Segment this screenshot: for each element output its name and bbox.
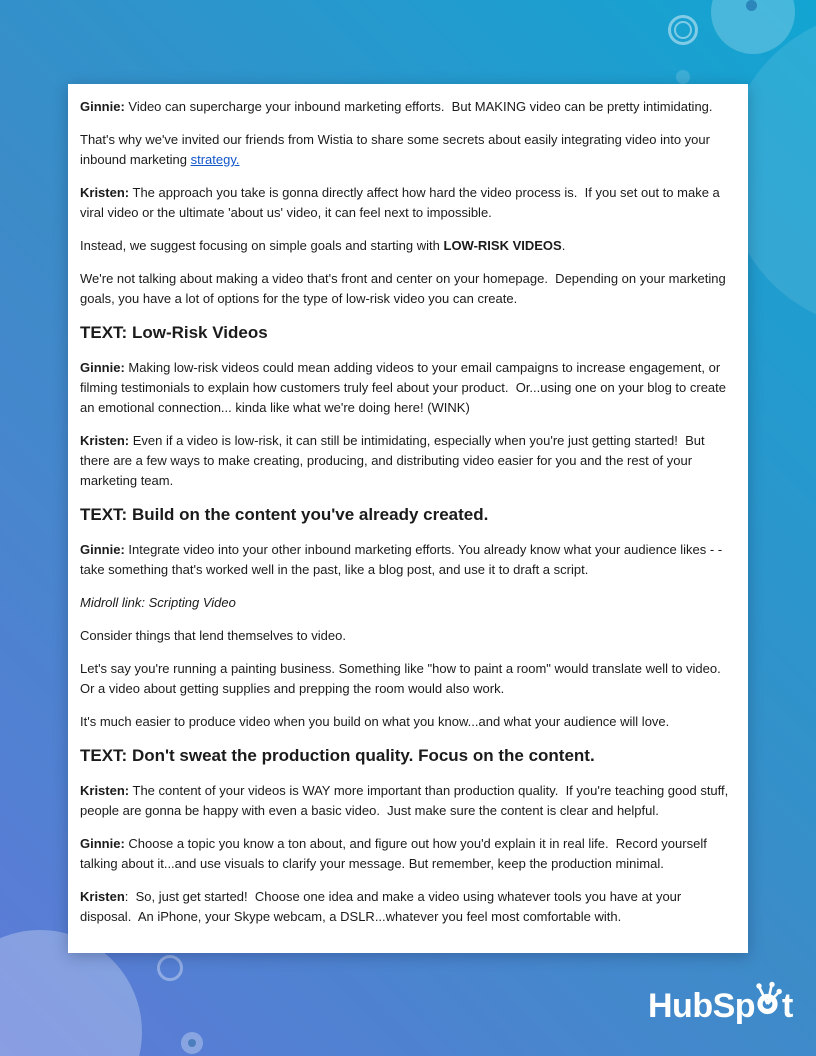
paragraph [80, 183, 736, 223]
paragraph [80, 431, 736, 491]
text-run: The content of your videos is WAY more important than production quality. If you're teaching good stuff, people are gonna be happy with even a basic video. Just make sure the content is clear and helpful. [80, 783, 732, 818]
text-run: Integrate video into your other inbound marketing efforts. You already know what your audience likes - - take something that's worked well in the past, like a blog post, and use it to draft a script. [80, 542, 726, 577]
text-run: Video can supercharge your inbound marketing efforts. But MAKING video can be pretty intimidating. [124, 99, 713, 114]
hubspot-logo [648, 980, 793, 1024]
paragraph [80, 269, 736, 309]
text-run: It's much easier to produce video when you build on what you know...and what your audience will love. [80, 714, 670, 729]
paragraph [80, 130, 736, 170]
speaker-name: Ginnie: [80, 542, 125, 557]
hubspot-sprocket-icon [755, 980, 782, 1023]
paragraph [80, 781, 736, 821]
paragraph [80, 358, 736, 418]
speaker-name: LOW-RISK VIDEOS [443, 238, 562, 253]
decor-ring-bottom [157, 955, 183, 981]
speaker-name: Ginnie: [80, 360, 125, 375]
text-run: That's why we've invited our friends from Wistia to share some secrets about easily integrating video into your inbound marketing [80, 132, 714, 167]
text-run: Making low-risk videos could mean adding videos to your email campaigns to increase engagement, or filming testimonials to explain how customers truly feel about your product. Or...using one on your blog to create an emotional connection... kinda like what we're doing here! (WINK) [80, 360, 730, 415]
paragraph [80, 834, 736, 874]
speaker-name: Kristen: [80, 185, 130, 200]
speaker-name: Kristen [80, 889, 125, 904]
text-run: Consider things that lend themselves to video. [80, 628, 346, 643]
text-run: Even if a video is low-risk, it can still be intimidating, especially when you're just getting started! But there are a few ways to make creating, producing, and distributing video easier for you and the rest of your marketing team. [80, 433, 709, 488]
strategy-link[interactable]: strategy. [190, 152, 240, 167]
paragraph [80, 540, 736, 580]
decor-small-circle-top [676, 70, 690, 84]
paragraph [80, 236, 736, 256]
text-run: . [561, 238, 566, 253]
text-run: Instead, we suggest focusing on simple goals and starting with [80, 238, 444, 253]
decor-dot-bottom [188, 1039, 196, 1047]
paragraph [80, 593, 736, 613]
paragraph [80, 659, 736, 699]
section-heading [80, 745, 736, 767]
paragraph [80, 97, 736, 117]
paragraph [80, 712, 736, 732]
text-run: The approach you take is gonna directly affect how hard the video process is. If you set out to make a viral video or the ultimate 'about us' video, it can feel next to impossible. [80, 185, 724, 220]
speaker-name: Kristen: [80, 433, 130, 448]
script-content [80, 97, 736, 927]
logo-text-pre: HubSp [648, 987, 756, 1025]
speaker-name: Ginnie: [80, 836, 125, 851]
speaker-name: Ginnie: [80, 99, 125, 114]
text-run: TEXT: Low-Risk Videos [80, 323, 268, 342]
logo-text-post: t [782, 987, 793, 1025]
decor-ring-top-inner [674, 21, 692, 39]
section-heading [80, 504, 736, 526]
text-run: TEXT: Build on the content you've already created. [80, 505, 489, 524]
decor-dot-top-right [746, 0, 757, 11]
text-run: : So, just get started! Choose one idea and make a video using whatever tools you have at your disposal. An iPhone, your Skype webcam, a DSLR...whatever you feel most comfortable with. [80, 889, 685, 924]
document-page [68, 84, 748, 953]
text-run: We're not talking about making a video that's front and center on your homepage. Depending on your marketing goals, you have a lot of options for the type of low-risk video you can create. [80, 271, 730, 306]
paragraph [80, 887, 736, 927]
section-heading [80, 322, 736, 344]
speaker-name: Kristen: [80, 783, 130, 798]
text-run: Midroll link: Scripting Video [80, 595, 236, 610]
paragraph [80, 626, 736, 646]
text-run: Choose a topic you know a ton about, and figure out how you'd explain it in real life. Record yourself talking about it...and use visuals to clarify your message. But remember, keep the production minimal. [80, 836, 711, 871]
decor-ring-top [668, 15, 698, 45]
text-run: TEXT: Don't sweat the production quality. Focus on the content. [80, 746, 595, 765]
text-run: Let's say you're running a painting business. Something like "how to paint a room" would translate well to video. Or a video about getting supplies and prepping the room would also work. [80, 661, 728, 696]
